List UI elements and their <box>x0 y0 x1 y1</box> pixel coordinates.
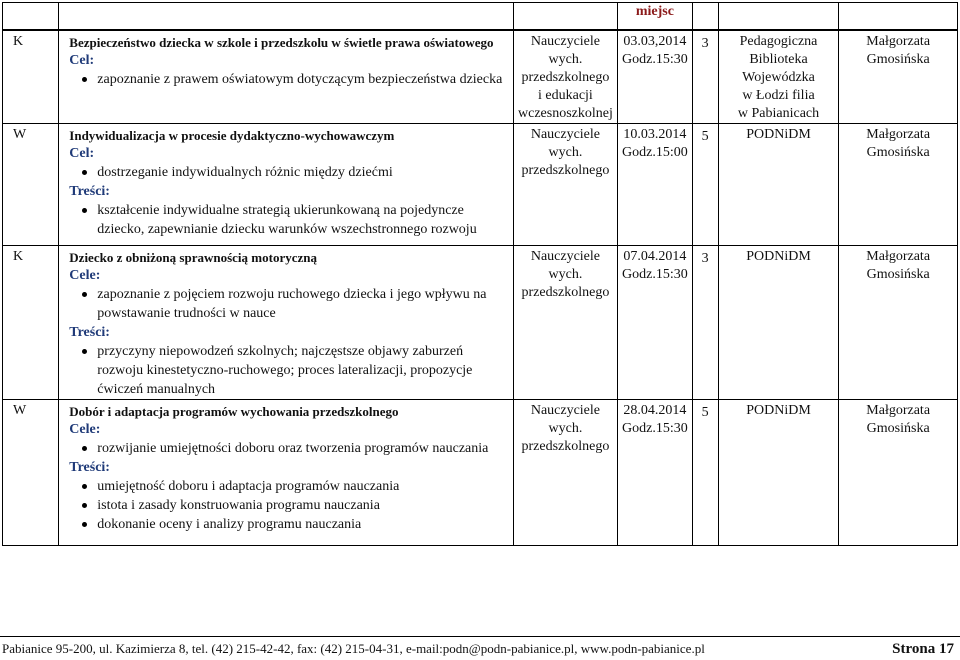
header-blank-6 <box>718 3 839 30</box>
leader-line: Małgorzata <box>866 34 931 49</box>
footer-address: Pabianice 95-200, ul. Kazimierza 8, tel. (42) 215-42-42, fax: (42) 215-04-31, e-mail:podn@podn-pabianice.pl, www.podn-pabianice.pl <box>2 641 705 656</box>
course-place <box>718 246 839 400</box>
bullet-item: zapoznanie z prawem oświatowym dotyczącym bezpieczeństwa dziecka <box>69 70 504 89</box>
bullet-item: kształcenie indywidualne strategią ukierunkowaną na pojedyncze dziecko, zapewnianie dziecku warunków wszechstronnego rozwoju <box>69 201 504 239</box>
date-time <box>618 246 692 400</box>
course-row <box>3 400 958 546</box>
course-date: 10.03.2014 <box>623 127 687 142</box>
course-description <box>59 400 513 546</box>
page-footer <box>0 636 960 660</box>
audience-line: i edukacji <box>538 88 593 103</box>
place-line: Wojewódzka <box>742 70 815 85</box>
bullet-item: rozwijanie umiejętności doboru oraz tworzenia programów nauczania <box>69 439 504 458</box>
audience-line: wych. <box>548 267 583 282</box>
course-leader <box>839 31 958 124</box>
place-line: w Pabianicach <box>737 106 820 121</box>
training-schedule-table <box>2 2 958 30</box>
bullet-item: dostrzeganie indywidualnych różnic między dziećmi <box>69 163 504 182</box>
course-date: 28.04.2014 <box>623 403 687 418</box>
section-label: Cele: <box>69 422 101 437</box>
header-blank-2 <box>59 3 513 30</box>
page-number: Strona 17 <box>892 641 954 657</box>
course-hours: 3 <box>692 246 718 400</box>
course-time: Godz.15:30 <box>622 421 688 436</box>
header-blank-3 <box>513 3 618 30</box>
audience <box>513 400 618 546</box>
audience-line: przedszkolnego <box>521 285 610 300</box>
course-title: Dziecko z obniżoną sprawnością motoryczną <box>69 250 317 265</box>
course-time: Godz.15:30 <box>622 267 688 282</box>
place-line: w Łodzi filia <box>742 88 815 103</box>
audience-line: wych. <box>548 52 583 67</box>
leader-line: Małgorzata <box>866 403 931 418</box>
header-row <box>3 3 958 30</box>
bullet-item: zapoznanie z pojęciem rozwoju ruchowego dziecka i jego wpływu na powstawanie trudności w nauce <box>69 285 504 323</box>
course-time: Godz.15:30 <box>622 52 688 67</box>
course-place <box>718 31 839 124</box>
course-description <box>59 246 513 400</box>
audience-line: Nauczyciele <box>530 249 601 264</box>
date-time <box>618 124 692 246</box>
course-place <box>718 124 839 246</box>
course-row <box>3 31 958 124</box>
audience-line: przedszkolnego <box>521 70 610 85</box>
course-type: W <box>3 400 59 546</box>
leader-line: Małgorzata <box>866 249 931 264</box>
bullet-item: umiejętność doboru i adaptacja programów nauczania <box>69 477 504 496</box>
date-time <box>618 400 692 546</box>
section-label: Treści: <box>69 325 110 340</box>
place-line: PODNiDM <box>746 403 811 418</box>
section-label: Cel: <box>69 53 95 68</box>
section-label: Treści: <box>69 184 110 199</box>
audience-line: wych. <box>548 421 583 436</box>
course-date: 07.04.2014 <box>623 249 687 264</box>
course-hours: 3 <box>692 31 718 124</box>
audience <box>513 246 618 400</box>
section-label: Cel: <box>69 146 95 161</box>
course-description <box>59 124 513 246</box>
course-row <box>3 246 958 400</box>
course-title: Bezpieczeństwo dziecka w szkole i przedszkolu w świetle prawa oświatowego <box>69 35 494 50</box>
course-leader <box>839 246 958 400</box>
course-description <box>59 31 513 124</box>
header-blank-5 <box>692 3 718 30</box>
bullet-item: przyczyny niepowodzeń szkolnych; najczęstsze objawy zaburzeń rozwoju kinestetyczno-ruchowego; proces lateralizacji, propozycje ćwiczeń manualnych <box>69 342 504 399</box>
course-title: Dobór i adaptacja programów wychowania przedszkolnego <box>69 404 399 419</box>
leader-line: Gmosińska <box>866 267 930 282</box>
leader-line: Gmosińska <box>866 145 930 160</box>
audience-line: Nauczyciele <box>530 34 601 49</box>
course-leader <box>839 124 958 246</box>
audience <box>513 31 618 124</box>
audience-line: wych. <box>548 145 583 160</box>
course-time: Godz.15:00 <box>622 145 688 160</box>
audience <box>513 124 618 246</box>
leader-line: Gmosińska <box>866 421 930 436</box>
audience-line: Nauczyciele <box>530 403 601 418</box>
place-line: Biblioteka <box>749 52 808 67</box>
bullet-item: dokonanie oceny i analizy programu nauczania <box>69 515 504 534</box>
section-label: Cele: <box>69 268 101 283</box>
course-rows-table <box>2 30 958 546</box>
course-type: W <box>3 124 59 246</box>
header-miejsc: miejsc <box>618 3 692 30</box>
date-time <box>618 31 692 124</box>
audience-line: Nauczyciele <box>530 127 601 142</box>
course-title: Indywidualizacja w procesie dydaktyczno-wychowawczym <box>69 128 395 143</box>
audience-line: przedszkolnego <box>521 439 610 454</box>
bullet-item: istota i zasady konstruowania programu nauczania <box>69 496 504 515</box>
course-row <box>3 124 958 246</box>
leader-line: Gmosińska <box>866 52 930 67</box>
section-label: Treści: <box>69 460 110 475</box>
course-date: 03.03,2014 <box>623 34 687 49</box>
audience-line: wczesnoszkolnej <box>518 106 613 121</box>
course-type: K <box>3 246 59 400</box>
course-hours: 5 <box>692 124 718 246</box>
audience-line: przedszkolnego <box>521 163 610 178</box>
course-place <box>718 400 839 546</box>
place-line: PODNiDM <box>746 249 811 264</box>
place-line: Pedagogiczna <box>739 34 818 49</box>
header-blank-1 <box>3 3 59 30</box>
leader-line: Małgorzata <box>866 127 931 142</box>
course-hours: 5 <box>692 400 718 546</box>
header-blank-7 <box>839 3 958 30</box>
course-type: K <box>3 31 59 124</box>
place-line: PODNiDM <box>746 127 811 142</box>
course-leader <box>839 400 958 546</box>
